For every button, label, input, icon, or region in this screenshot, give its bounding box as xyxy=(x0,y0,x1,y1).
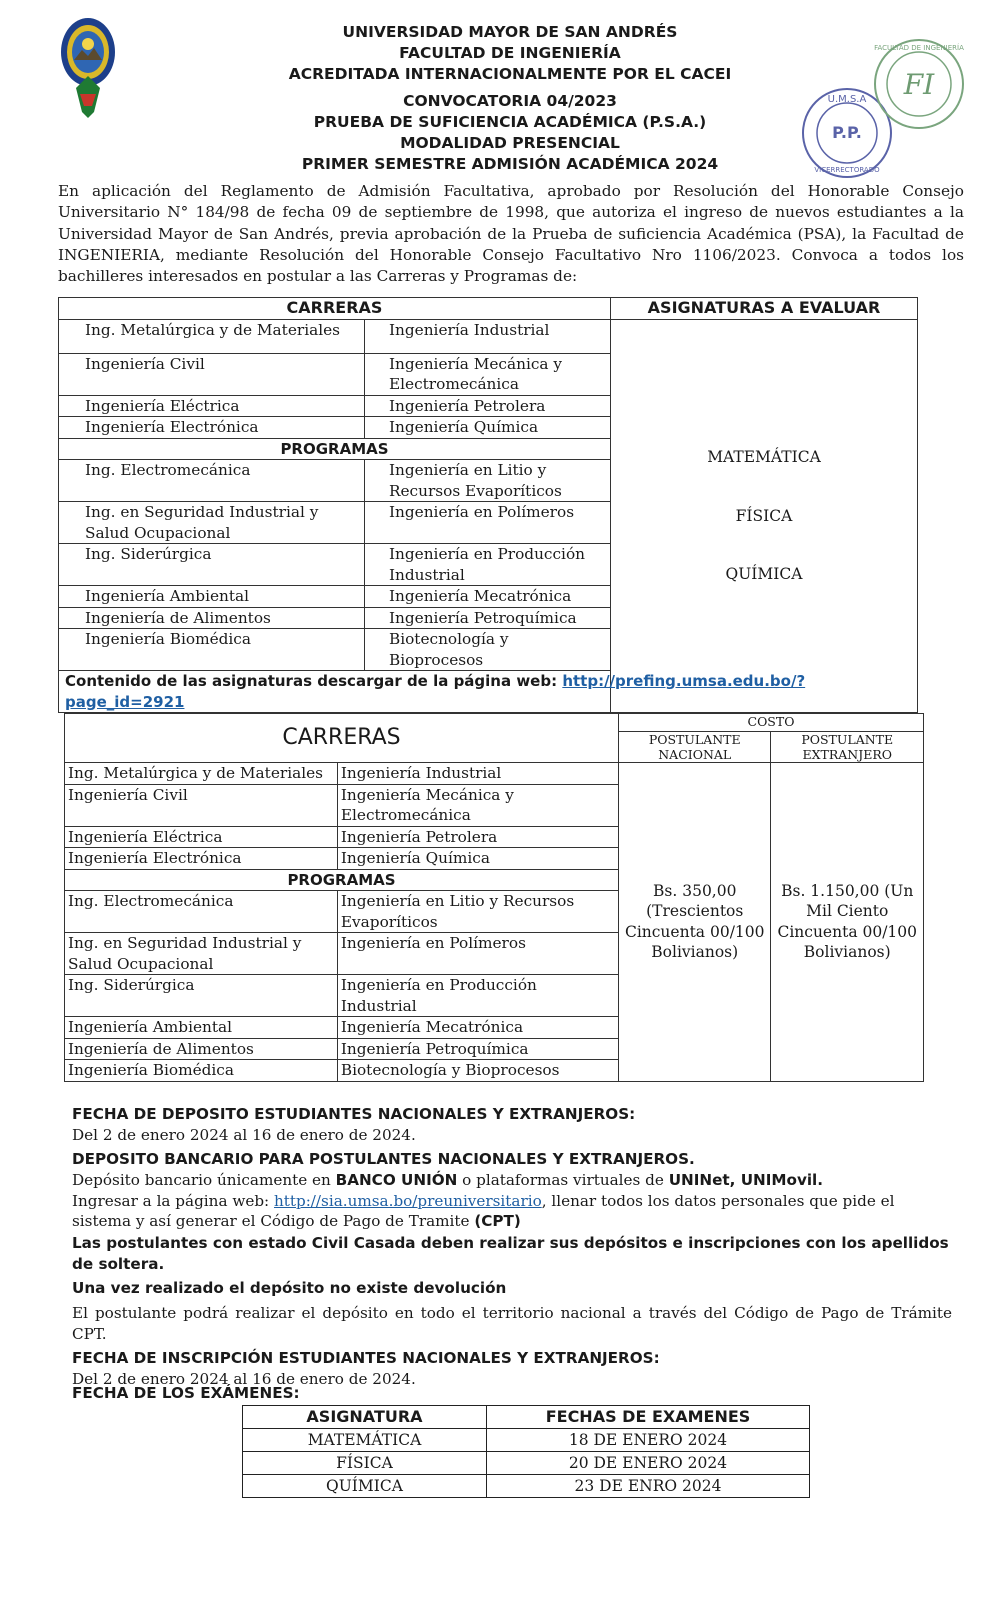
semestre: PRIMER SEMESTRE ADMISIÓN ACADÉMICA 2024 xyxy=(301,155,719,173)
subject-fisica: FÍSICA xyxy=(735,506,793,525)
svg-text:VICERRECTORADO: VICERRECTORADO xyxy=(814,166,880,174)
t2-cell: Ingeniería Ambiental xyxy=(65,1017,338,1039)
t1-cell: Ingeniería Mecánica y Electromecánica xyxy=(364,353,610,395)
modalidad: MODALIDAD PRESENCIAL xyxy=(400,134,620,152)
t2-cell: Ingeniería Mecatrónica xyxy=(337,1017,618,1039)
bancario-text: Ingresar a la página web: xyxy=(72,1191,274,1210)
prefing-link[interactable]: http://prefing.umsa.edu.bo/?page_id=2921 xyxy=(65,672,806,711)
exam-header-fechas: FECHAS DE EXAMENES xyxy=(487,1406,810,1429)
deposito-fecha: Del 2 de enero 2024 al 16 de enero de 2024. xyxy=(72,1126,416,1144)
cost-extranjero: Bs. 1.150,00 (Un Mil Ciento Cincuenta 00/100 Bolivianos) xyxy=(771,763,924,1082)
t1-cell: Ing. en Seguridad Industrial y Salud Ocupacional xyxy=(59,502,365,544)
t1-cell: Ingeniería en Litio y Recursos Evaporíticos xyxy=(364,460,610,502)
svg-text:FACULTAD DE INGENIERÍA: FACULTAD DE INGENIERÍA xyxy=(874,44,964,52)
t1-cell: Ingeniería Eléctrica xyxy=(59,395,365,417)
exam-date: 18 DE ENERO 2024 xyxy=(487,1429,810,1452)
bancario-text: , llenar todos los datos personales que pide el sistema y así generar el Código de Pago de Tramite xyxy=(72,1191,895,1231)
footer-text: Contenido de las asignaturas descargar de la página web: xyxy=(65,672,563,690)
t2-cell: Ingeniería Eléctrica xyxy=(65,826,338,848)
header xyxy=(230,22,790,85)
t1-cell: Ingeniería Química xyxy=(364,417,610,439)
t2-cell: Biotecnología y Bioprocesos xyxy=(337,1060,618,1082)
university-name: UNIVERSIDAD MAYOR DE SAN ANDRÉS xyxy=(342,23,678,41)
t1-cell: Ing. Metalúrgica y de Materiales xyxy=(59,319,365,353)
inscripcion-fecha: Del 2 de enero 2024 al 16 de enero de 2024. xyxy=(72,1370,416,1388)
asignaturas-list xyxy=(610,319,917,713)
casada-notice: Las postulantes con estado Civil Casada deben realizar sus depósitos e inscripciones con los apellidos de soltera. xyxy=(72,1234,949,1273)
t1-cell: Ing. Electromecánica xyxy=(59,460,365,502)
t1-cell: Ing. Siderúrgica xyxy=(59,544,365,586)
bancario-title: DEPOSITO BANCARIO PARA POSTULANTES NACIONALES Y EXTRANJEROS. xyxy=(72,1150,695,1168)
carreras-asignaturas-table xyxy=(58,297,918,713)
accreditation: ACREDITADA INTERNACIONALMENTE POR EL CACEI xyxy=(288,65,732,83)
t2-cell: Ing. Electromecánica xyxy=(65,891,338,933)
t2-cell: Ingeniería en Producción Industrial xyxy=(337,975,618,1017)
psa-title: PRUEBA DE SUFICIENCIA ACADÉMICA (P.S.A.) xyxy=(313,113,707,131)
t1-cell: Biotecnología y Bioprocesos xyxy=(364,629,610,671)
svg-text:U.M.S.A: U.M.S.A xyxy=(827,94,867,105)
cpt: (CPT) xyxy=(474,1212,521,1231)
t2-cell: Ing. Siderúrgica xyxy=(65,975,338,1017)
t2-cell: Ingeniería Petroquímica xyxy=(337,1038,618,1060)
t1-cell: Ingeniería de Alimentos xyxy=(59,607,365,629)
t2-cell: Ingeniería en Polímeros xyxy=(337,933,618,975)
t1-header-asignaturas: ASIGNATURAS A EVALUAR xyxy=(610,298,917,320)
t2-cell: Ing. en Seguridad Industrial y Salud Ocupacional xyxy=(65,933,338,975)
t2-cell: Ing. Metalúrgica y de Materiales xyxy=(65,763,338,785)
t1-cell: Ingeniería Petrolera xyxy=(364,395,610,417)
subject-matematica: MATEMÁTICA xyxy=(707,448,821,466)
devolucion-notice: Una vez realizado el depósito no existe devolución xyxy=(72,1279,507,1297)
banco-union: BANCO UNIÓN xyxy=(335,1171,458,1189)
convocatoria-number: CONVOCATORIA 04/2023 xyxy=(403,92,617,110)
t2-header-costo: COSTO xyxy=(618,714,923,732)
faculty-name: FACULTAD DE INGENIERÍA xyxy=(399,44,621,62)
t2-cell: Ingeniería Química xyxy=(337,848,618,870)
t1-cell: Ingeniería Industrial xyxy=(364,319,610,353)
convocatoria-block xyxy=(230,91,790,175)
examenes-title: FECHA DE LOS EXÁMENES: xyxy=(72,1384,300,1402)
facultad-ingenieria-stamp xyxy=(864,36,974,136)
exam-subject: FÍSICA xyxy=(243,1452,487,1475)
exam-date: 23 DE ENRO 2024 xyxy=(487,1475,810,1498)
t1-cell: Ingeniería en Producción Industrial xyxy=(364,544,610,586)
territorio-text: El postulante podrá realizar el depósito en todo el territorio nacional a través del Código de Pago de Trámite CPT. xyxy=(72,1304,952,1343)
exam-dates-table xyxy=(242,1405,810,1498)
t1-cell: Ingeniería Mecatrónica xyxy=(364,586,610,608)
t2-cell: Ingeniería Biomédica xyxy=(65,1060,338,1082)
t2-programas-header: PROGRAMAS xyxy=(65,869,619,891)
svg-text:P.P.: P.P. xyxy=(832,123,862,142)
t2-header-extranjero: POSTULANTE EXTRANJERO xyxy=(771,732,924,763)
sia-link[interactable]: http://sia.umsa.bo/preuniversitario xyxy=(273,1191,542,1210)
t1-cell: Ingeniería Petroquímica xyxy=(364,607,610,629)
t1-footer xyxy=(59,671,918,713)
cost-nacional: Bs. 350,00 (Trescientos Cincuenta 00/100 Bolivianos) xyxy=(618,763,771,1082)
t2-cell: Ingeniería Industrial xyxy=(337,763,618,785)
t2-cell: Ingeniería Petrolera xyxy=(337,826,618,848)
exam-subject: QUÍMICA xyxy=(243,1475,487,1498)
subject-quimica: QUÍMICA xyxy=(725,565,803,583)
t1-cell: Ingeniería Civil xyxy=(59,353,365,395)
bancario-paragraph xyxy=(72,1170,952,1232)
t1-programas-header: PROGRAMAS xyxy=(59,438,611,460)
t1-header-carreras: CARRERAS xyxy=(59,298,611,320)
bancario-text: o plataformas virtuales de xyxy=(457,1171,669,1189)
apps: UNINet, UNIMovil. xyxy=(668,1171,824,1189)
svg-text:FI: FI xyxy=(903,68,935,101)
t2-cell: Ingeniería Civil xyxy=(65,784,338,826)
t2-cell: Ingeniería en Litio y Recursos Evaporíticos xyxy=(337,891,618,933)
t1-cell: Ingeniería Electrónica xyxy=(59,417,365,439)
exam-header-asignatura: ASIGNATURA xyxy=(243,1406,487,1429)
exam-subject: MATEMÁTICA xyxy=(243,1429,487,1452)
t2-cell: Ingeniería Electrónica xyxy=(65,848,338,870)
t2-header-nacional: POSTULANTE NACIONAL xyxy=(618,732,771,763)
deposito-fecha-title: FECHA DE DEPOSITO ESTUDIANTES NACIONALES Y EXTRANJEROS: xyxy=(72,1105,636,1123)
t1-cell: Ingeniería en Polímeros xyxy=(364,502,610,544)
costos-table xyxy=(64,713,924,1082)
t1-cell: Ingeniería Biomédica xyxy=(59,629,365,671)
t2-cell: Ingeniería de Alimentos xyxy=(65,1038,338,1060)
bancario-text: Depósito bancario únicamente en xyxy=(72,1171,336,1189)
umsa-crest-logo xyxy=(58,14,118,126)
inscripcion-title: FECHA DE INSCRIPCIÓN ESTUDIANTES NACIONALES Y EXTRANJEROS: xyxy=(72,1349,660,1367)
t2-header-carreras: CARRERAS xyxy=(65,714,619,763)
intro-paragraph: En aplicación del Reglamento de Admisión Facultativa, aprobado por Resolución del Honorable Consejo Universitario N° 184/98 de fecha 09 de septiembre de 1998, que autoriza el ingreso de nuevos estudiantes a la Universidad Mayor de San Andrés, previa aprobación de la Prueba de suficiencia Académica (PSA), la Facultad de INGENIERIA, mediante Resolución del Honorable Consejo Facultativo Nro 1106/2023. Convoca a todos los bachilleres interesados en postular a las Carreras y Programas de: xyxy=(58,182,964,286)
t2-cell: Ingeniería Mecánica y Electromecánica xyxy=(337,784,618,826)
t1-cell: Ingeniería Ambiental xyxy=(59,586,365,608)
exam-date: 20 DE ENERO 2024 xyxy=(487,1452,810,1475)
